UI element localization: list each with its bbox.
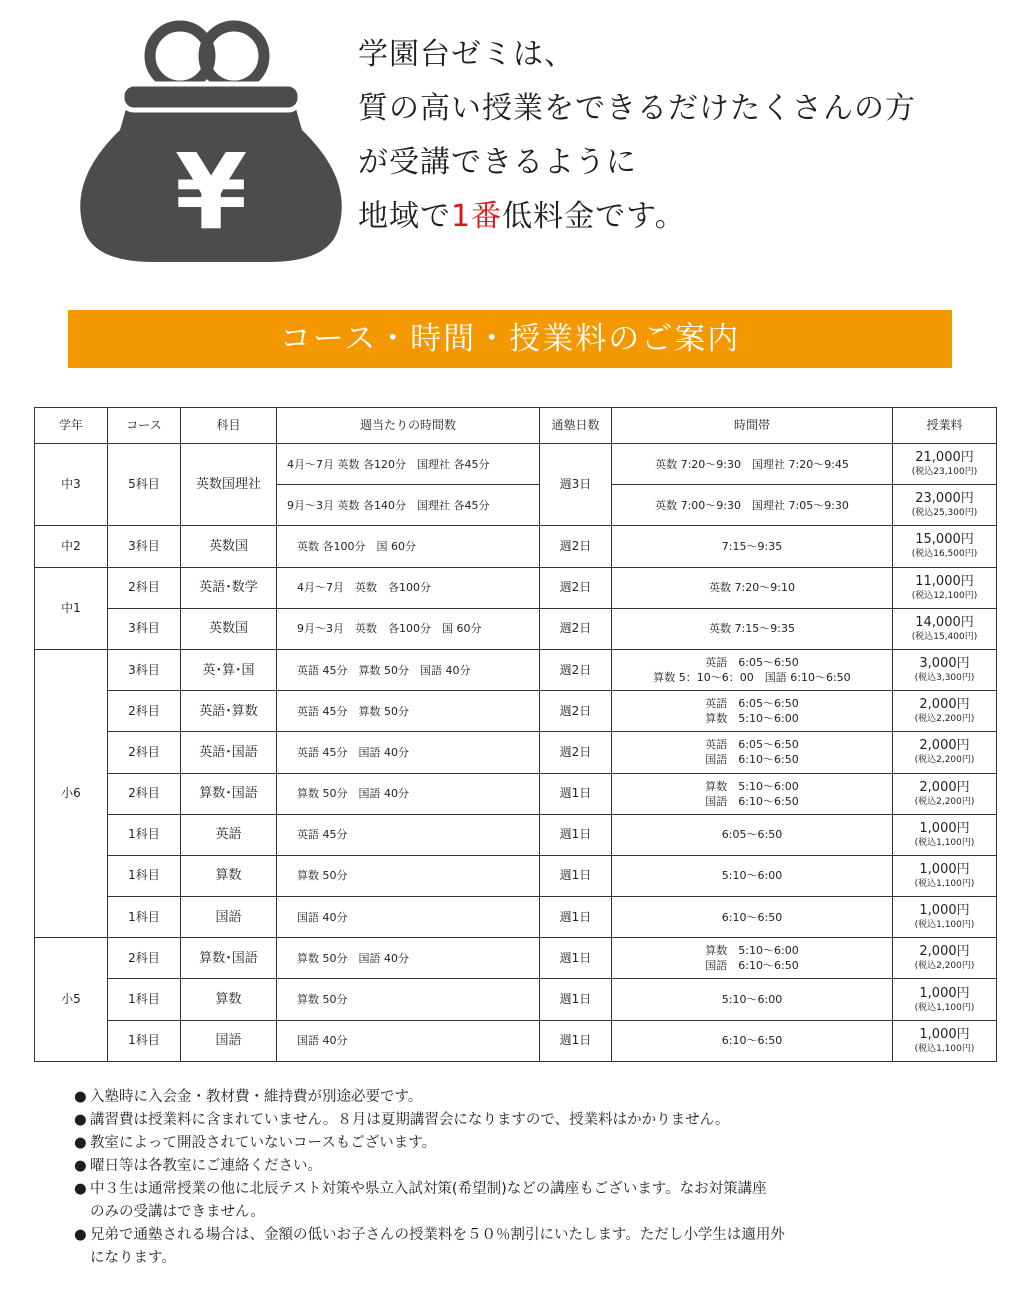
course-cell: 1科目	[108, 814, 181, 855]
subject-cell: 英語	[181, 814, 277, 855]
weekly-hours-cell: 4月～7月 英数 各120分 国理社 各45分	[277, 444, 540, 485]
course-cell: 2科目	[108, 938, 181, 979]
days-cell: 週1日	[540, 938, 612, 979]
fee-amount: 1,000円	[919, 903, 970, 919]
time-slot-cell	[612, 608, 893, 649]
subject-cell: 算数	[181, 979, 277, 1020]
subject-cell: 国語	[181, 1020, 277, 1061]
subject-cell: 英数国	[181, 608, 277, 649]
note-text: 曜日等は各教室にご連絡ください。	[90, 1158, 322, 1174]
course-cell: 1科目	[108, 979, 181, 1020]
time-slot: 英数 7:20～9:10	[709, 581, 795, 595]
fee-cell	[893, 691, 997, 732]
days-cell: 週2日	[540, 732, 612, 773]
table-row	[35, 773, 997, 814]
note-item	[74, 1224, 974, 1270]
fee-amount: 2,000円	[919, 697, 970, 713]
note-text: 講習費は授業料に含まれていません。８月は夏期講習会になりますので、授業料はかかりません。	[90, 1112, 730, 1128]
time-slot-cell	[612, 814, 893, 855]
time-slot-cell	[612, 567, 893, 608]
course-cell: 3科目	[108, 526, 181, 567]
subject-cell: 英語･数学	[181, 567, 277, 608]
headline-line: が受講できるように	[358, 145, 637, 180]
time-slot: 英語 6:05～6:50	[705, 738, 799, 752]
table-row	[35, 608, 997, 649]
fee-amount: 11,000円	[915, 573, 974, 589]
time-slot: 英数 7:20～9:30 国理社 7:20～9:45	[655, 457, 849, 471]
fee-cell	[893, 732, 997, 773]
table-row	[35, 897, 997, 938]
weekly-hours-cell: 英語 45分 算数 50分	[277, 691, 540, 732]
fee-cell	[893, 979, 997, 1020]
fee-amount: 23,000円	[915, 491, 974, 507]
coin-purse-icon	[68, 10, 354, 262]
note-text: になります。	[90, 1250, 176, 1266]
headline	[358, 28, 1008, 244]
fee-cell	[893, 526, 997, 567]
subject-cell: 算数･国語	[181, 773, 277, 814]
fee-cell	[893, 649, 997, 690]
bullet-icon: ●	[74, 1135, 87, 1151]
weekly-hours-cell: 英語 45分 国語 40分	[277, 732, 540, 773]
bullet-icon: ●	[74, 1089, 87, 1105]
course-cell: 2科目	[108, 567, 181, 608]
fee-tax-included: (税込1,100円)	[914, 878, 975, 889]
fee-cell	[893, 1020, 997, 1061]
fee-amount: 2,000円	[919, 738, 970, 754]
fee-amount: 2,000円	[919, 944, 970, 960]
time-slot-cell	[612, 938, 893, 979]
fee-tax-included: (税込15,400円)	[911, 631, 978, 642]
note-text: 入塾時に入会金・教材費・維持費が別途必要です。	[90, 1089, 423, 1105]
days-cell: 週1日	[540, 773, 612, 814]
headline-highlight: 1番	[451, 199, 503, 234]
time-slot: 英数 7:15～9:35	[709, 622, 795, 636]
fee-amount: 3,000円	[919, 656, 970, 672]
headline-line-last	[358, 190, 1008, 244]
time-slot-cell	[612, 526, 893, 567]
days-cell: 週1日	[540, 1020, 612, 1061]
days-cell: 週1日	[540, 979, 612, 1020]
days-cell: 週2日	[540, 567, 612, 608]
column-header: 授業料	[893, 408, 997, 444]
note-text: のみの受講はできません。	[90, 1204, 265, 1220]
fee-amount: 1,000円	[919, 985, 970, 1001]
time-slot: 算数 5:10～6:00	[705, 712, 799, 726]
time-slot-cell	[612, 485, 893, 526]
time-slot: 6:05～6:50	[721, 828, 783, 842]
fee-cell	[893, 773, 997, 814]
bullet-icon: ●	[74, 1181, 87, 1197]
table-row	[35, 567, 997, 608]
fee-tax-included: (税込12,100円)	[911, 590, 978, 601]
fee-tax-included: (税込2,200円)	[914, 755, 975, 766]
course-cell: 1科目	[108, 855, 181, 896]
grade-cell: 小5	[35, 938, 108, 1062]
grade-cell: 中3	[35, 444, 108, 526]
table-row	[35, 855, 997, 896]
note-item	[74, 1086, 974, 1109]
course-cell: 1科目	[108, 1020, 181, 1061]
fee-amount: 21,000円	[915, 450, 974, 466]
time-slot-cell	[612, 691, 893, 732]
time-slot: 5:10～6:00	[721, 993, 783, 1007]
fee-tax-included: (税込3,300円)	[914, 673, 975, 684]
headline-line: 質の高い授業をできるだけたくさんの方	[358, 91, 916, 126]
fee-tax-included: (税込1,100円)	[914, 920, 975, 931]
fee-cell	[893, 485, 997, 526]
table-row	[35, 938, 997, 979]
course-cell: 1科目	[108, 897, 181, 938]
time-slot-cell	[612, 855, 893, 896]
course-cell: 3科目	[108, 649, 181, 690]
time-slot: 6:10～6:50	[721, 910, 783, 924]
time-slot-cell	[612, 649, 893, 690]
days-cell: 週2日	[540, 691, 612, 732]
note-item	[74, 1109, 974, 1132]
note-item	[74, 1178, 974, 1224]
column-header: 科目	[181, 408, 277, 444]
fee-cell	[893, 855, 997, 896]
bullet-icon: ●	[74, 1158, 87, 1174]
fee-tax-included: (税込2,200円)	[914, 961, 975, 972]
note-item	[74, 1132, 974, 1155]
fee-tax-included: (税込2,200円)	[914, 796, 975, 807]
note-text: 中３生は通常授業の他に北辰テスト対策や県立入試対策(希望制)などの講座もございます。なお対策講座	[90, 1181, 767, 1197]
course-cell: 2科目	[108, 732, 181, 773]
headline-text: 地域で	[358, 199, 451, 234]
time-slot-cell	[612, 444, 893, 485]
table-row	[35, 526, 997, 567]
course-cell: 2科目	[108, 773, 181, 814]
time-slot: 国語 6:10～6:50	[705, 794, 799, 808]
notes-list	[74, 1086, 974, 1270]
time-slot: 6:10～6:50	[721, 1034, 783, 1048]
time-slot: 英語 6:05～6:50	[705, 697, 799, 711]
column-header: 通塾日数	[540, 408, 612, 444]
note-text: 教室によって開設されていないコースもございます。	[90, 1135, 437, 1151]
grade-cell: 中1	[35, 567, 108, 649]
days-cell: 週3日	[540, 444, 612, 526]
course-cell: 5科目	[108, 444, 181, 526]
days-cell: 週1日	[540, 855, 612, 896]
subject-cell: 英語･国語	[181, 732, 277, 773]
table-header-row	[35, 408, 997, 444]
fee-amount: 1,000円	[919, 1026, 970, 1042]
days-cell: 週1日	[540, 814, 612, 855]
days-cell: 週2日	[540, 526, 612, 567]
bullet-icon: ●	[74, 1112, 87, 1128]
fee-cell	[893, 608, 997, 649]
subject-cell: 英･算･国	[181, 649, 277, 690]
course-cell: 3科目	[108, 608, 181, 649]
time-slot-cell	[612, 1020, 893, 1061]
note-text: 兄弟で通塾される場合は、金額の低いお子さんの授業料を５０％割引にいたします。ただし小学生は適用外	[90, 1227, 785, 1243]
fee-tax-included: (税込1,100円)	[914, 1002, 975, 1013]
column-header: コース	[108, 408, 181, 444]
time-slot: 国語 6:10～6:50	[705, 959, 799, 973]
column-header: 学年	[35, 408, 108, 444]
table-row	[35, 979, 997, 1020]
weekly-hours-cell: 算数 50分 国語 40分	[277, 773, 540, 814]
weekly-hours-cell: 国語 40分	[277, 897, 540, 938]
yen-symbol: ¥	[174, 131, 248, 253]
time-slot: 国語 6:10～6:50	[705, 753, 799, 767]
table-row	[35, 649, 997, 690]
time-slot-cell	[612, 897, 893, 938]
weekly-hours-cell: 算数 50分 国語 40分	[277, 938, 540, 979]
table-row	[35, 814, 997, 855]
headline-line: 学園台ゼミは、	[358, 37, 575, 72]
subject-cell: 英数国	[181, 526, 277, 567]
table-row	[35, 1020, 997, 1061]
subject-cell: 英数国理社	[181, 444, 277, 526]
note-item	[74, 1155, 974, 1178]
time-slot-cell	[612, 732, 893, 773]
fee-tax-included: (税込25,300円)	[911, 508, 978, 519]
fee-cell	[893, 567, 997, 608]
table-row	[35, 732, 997, 773]
weekly-hours-cell: 英語 45分	[277, 814, 540, 855]
days-cell: 週1日	[540, 897, 612, 938]
subject-cell: 算数･国語	[181, 938, 277, 979]
time-slot: 英語 6:05～6:50	[705, 656, 799, 670]
fee-tax-included: (税込1,100円)	[914, 837, 975, 848]
time-slot-cell	[612, 979, 893, 1020]
fee-amount: 1,000円	[919, 820, 970, 836]
weekly-hours-cell: 算数 50分	[277, 979, 540, 1020]
time-slot: 5:10～6:00	[721, 869, 783, 883]
course-fee-table	[34, 407, 997, 1062]
table-row	[35, 691, 997, 732]
time-slot: 算数 5:10～6:00	[705, 944, 799, 958]
headline-text: 低料金です。	[502, 199, 686, 234]
fee-tax-included: (税込16,500円)	[911, 549, 978, 560]
time-slot-cell	[612, 773, 893, 814]
weekly-hours-cell: 算数 50分	[277, 855, 540, 896]
time-slot: 算数 5：10～6：00 国語 6:10～6:50	[653, 671, 851, 685]
fee-amount: 15,000円	[915, 532, 974, 548]
bullet-icon: ●	[74, 1227, 87, 1243]
weekly-hours-cell: 国語 40分	[277, 1020, 540, 1061]
grade-cell: 小6	[35, 649, 108, 937]
fee-cell	[893, 938, 997, 979]
subject-cell: 算数	[181, 855, 277, 896]
fee-tax-included: (税込1,100円)	[914, 1043, 975, 1054]
time-slot: 算数 5:10～6:00	[705, 779, 799, 793]
fee-amount: 1,000円	[919, 861, 970, 877]
weekly-hours-cell: 英数 各100分 国 60分	[277, 526, 540, 567]
weekly-hours-cell: 英語 45分 算数 50分 国語 40分	[277, 649, 540, 690]
grade-cell: 中2	[35, 526, 108, 567]
fee-cell	[893, 897, 997, 938]
section-banner: コース・時間・授業料のご案内	[68, 310, 952, 368]
fee-cell	[893, 444, 997, 485]
days-cell: 週2日	[540, 608, 612, 649]
time-slot: 7:15～9:35	[721, 539, 783, 553]
time-slot: 英数 7:00～9:30 国理社 7:05～9:30	[655, 498, 849, 512]
weekly-hours-cell: 9月～3月 英数 各140分 国理社 各45分	[277, 485, 540, 526]
weekly-hours-cell: 9月～3月 英数 各100分 国 60分	[277, 608, 540, 649]
course-cell: 2科目	[108, 691, 181, 732]
fee-tax-included: (税込2,200円)	[914, 714, 975, 725]
fee-cell	[893, 814, 997, 855]
fee-amount: 14,000円	[915, 614, 974, 630]
fee-amount: 2,000円	[919, 779, 970, 795]
column-header: 週当たりの時間数	[277, 408, 540, 444]
subject-cell: 英語･算数	[181, 691, 277, 732]
column-header: 時間帯	[612, 408, 893, 444]
subject-cell: 国語	[181, 897, 277, 938]
table-row	[35, 444, 997, 485]
days-cell: 週2日	[540, 649, 612, 690]
weekly-hours-cell: 4月～7月 英数 各100分	[277, 567, 540, 608]
fee-tax-included: (税込23,100円)	[911, 467, 978, 478]
